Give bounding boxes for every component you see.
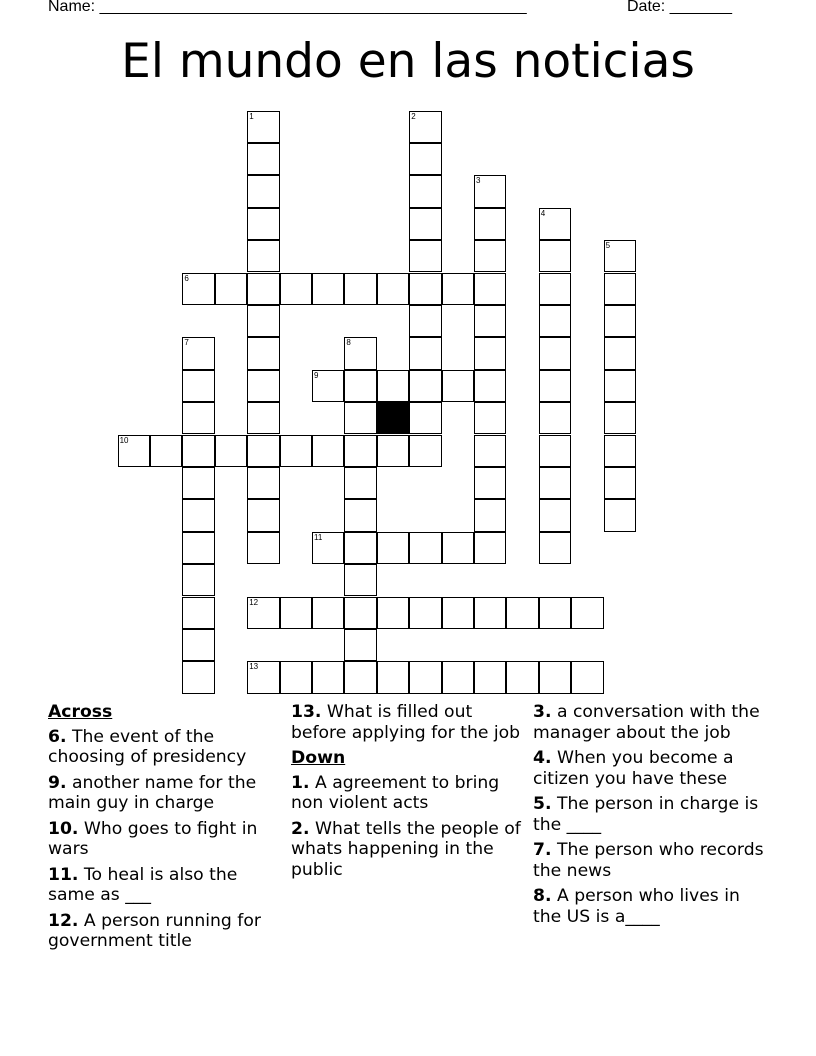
- crossword-cell[interactable]: [182, 629, 214, 661]
- cell-number: 7: [184, 338, 189, 348]
- crossword-cell[interactable]: [409, 597, 441, 629]
- crossword-cell[interactable]: [344, 661, 376, 693]
- clues-column-3: [533, 702, 771, 932]
- crossword-cell[interactable]: [409, 175, 441, 207]
- crossword-cell[interactable]: [506, 661, 538, 693]
- crossword-cell[interactable]: [247, 175, 279, 207]
- crossword-cell[interactable]: [474, 273, 506, 305]
- clue-down-3: 3. a conversation with the manager about the job: [533, 702, 760, 743]
- clue-across-10: 10. Who goes to fight in wars: [48, 818, 258, 859]
- cell-number: 10: [119, 435, 129, 445]
- down-heading: Down: [291, 748, 346, 768]
- crossword-cell[interactable]: [182, 661, 214, 693]
- clue-across-11: 11. To heal is also the same as ___: [48, 864, 238, 905]
- crossword-cell[interactable]: [182, 564, 214, 596]
- crossword-cell[interactable]: [474, 240, 506, 272]
- crossword-cell[interactable]: [344, 435, 376, 467]
- crossword-cell[interactable]: [442, 532, 474, 564]
- crossword-cell[interactable]: [539, 435, 571, 467]
- crossword-cell[interactable]: [377, 597, 409, 629]
- crossword-cell[interactable]: [182, 467, 214, 499]
- crossword-cell[interactable]: [604, 240, 636, 272]
- cell-number: 5: [605, 241, 611, 251]
- crossword-cell[interactable]: [604, 370, 636, 402]
- cell-number: 13: [249, 662, 259, 672]
- crossword-cell[interactable]: [409, 143, 441, 175]
- crossword-cell[interactable]: [182, 532, 214, 564]
- crossword-cell[interactable]: [571, 597, 603, 629]
- date-field-label: Date: _______: [627, 0, 732, 15]
- clue-across-12: 12. A person running for government title: [48, 910, 261, 951]
- crossword-cell[interactable]: [539, 532, 571, 564]
- crossword-cell[interactable]: [604, 402, 636, 434]
- crossword-cell[interactable]: [474, 499, 506, 531]
- crossword-cell[interactable]: [247, 499, 279, 531]
- crossword-cell[interactable]: [182, 499, 214, 531]
- cell-number: 1: [249, 111, 254, 121]
- crossword-cell[interactable]: [409, 305, 441, 337]
- crossword-cell[interactable]: [377, 435, 409, 467]
- crossword-cell[interactable]: [442, 370, 474, 402]
- crossword-cell[interactable]: [312, 273, 344, 305]
- cell-number: 8: [346, 338, 351, 348]
- black-cell: [377, 402, 409, 434]
- crossword-cell[interactable]: [474, 208, 506, 240]
- clue-across-13: 13. What is filled out before applying for the job: [291, 702, 521, 743]
- crossword-cell[interactable]: [182, 402, 214, 434]
- cell-number: 3: [476, 176, 481, 186]
- crossword-cell[interactable]: [474, 337, 506, 369]
- crossword-cell[interactable]: [604, 435, 636, 467]
- crossword-cell[interactable]: [539, 597, 571, 629]
- crossword-cell[interactable]: [182, 273, 214, 305]
- crossword-cell[interactable]: [539, 402, 571, 434]
- crossword-cell[interactable]: [312, 597, 344, 629]
- crossword-cell[interactable]: [409, 111, 441, 143]
- crossword-cell[interactable]: [409, 337, 441, 369]
- crossword-cell[interactable]: [442, 597, 474, 629]
- crossword-cell[interactable]: [215, 435, 247, 467]
- crossword-cell[interactable]: [409, 532, 441, 564]
- crossword-cell[interactable]: [344, 629, 376, 661]
- crossword-cell[interactable]: [182, 597, 214, 629]
- crossword-cell[interactable]: [377, 532, 409, 564]
- crossword-cell[interactable]: [442, 273, 474, 305]
- crossword-cell[interactable]: [344, 337, 376, 369]
- crossword-cell[interactable]: [344, 467, 376, 499]
- crossword-cell[interactable]: [377, 370, 409, 402]
- crossword-cell[interactable]: [539, 273, 571, 305]
- crossword-cell[interactable]: [312, 532, 344, 564]
- crossword-cell[interactable]: [474, 661, 506, 693]
- crossword-cell[interactable]: [344, 597, 376, 629]
- crossword-cell[interactable]: [247, 305, 279, 337]
- crossword-cell[interactable]: [409, 661, 441, 693]
- crossword-cell[interactable]: [409, 273, 441, 305]
- clue-down-7: 7. The person who records the news: [533, 840, 764, 881]
- crossword-cell[interactable]: [409, 240, 441, 272]
- crossword-cell[interactable]: [539, 499, 571, 531]
- crossword-cell[interactable]: [377, 273, 409, 305]
- crossword-cell[interactable]: [571, 661, 603, 693]
- crossword-cell[interactable]: [474, 435, 506, 467]
- crossword-cell[interactable]: [247, 467, 279, 499]
- clues-column-2: [291, 702, 529, 885]
- crossword-cell[interactable]: [604, 337, 636, 369]
- crossword-cell[interactable]: [247, 143, 279, 175]
- crossword-cell[interactable]: [344, 532, 376, 564]
- crossword-cell[interactable]: [344, 564, 376, 596]
- cell-number: 9: [314, 370, 319, 380]
- crossword-cell[interactable]: [312, 661, 344, 693]
- crossword-cell[interactable]: [215, 273, 247, 305]
- cell-number: 6: [184, 273, 189, 283]
- cell-number: 4: [540, 208, 546, 218]
- crossword-cell[interactable]: [344, 370, 376, 402]
- crossword-cell[interactable]: [539, 208, 571, 240]
- crossword-cell[interactable]: [312, 370, 344, 402]
- crossword-cell[interactable]: [474, 305, 506, 337]
- page-title: El mundo en las noticias: [121, 34, 695, 89]
- crossword-cell[interactable]: [506, 597, 538, 629]
- cell-number: 2: [411, 111, 416, 121]
- crossword-cell[interactable]: [474, 532, 506, 564]
- crossword-cell[interactable]: [247, 435, 279, 467]
- crossword-cell[interactable]: [182, 435, 214, 467]
- crossword-cell[interactable]: [247, 402, 279, 434]
- crossword-cell[interactable]: [182, 337, 214, 369]
- clue-down-1: 1. A agreement to bring non violent acts: [291, 772, 500, 813]
- crossword-cell[interactable]: [474, 597, 506, 629]
- crossword-cell[interactable]: [118, 435, 150, 467]
- name-field-label: Name: ________________________________________________: [48, 0, 527, 15]
- clue-down-2: 2. What tells the people of whats happening in the public: [291, 818, 521, 880]
- crossword-cell[interactable]: [150, 435, 182, 467]
- crossword-cell[interactable]: [604, 273, 636, 305]
- crossword-cell[interactable]: [539, 305, 571, 337]
- crossword-cell[interactable]: [280, 273, 312, 305]
- crossword-cell[interactable]: [539, 240, 571, 272]
- crossword-cell[interactable]: [442, 661, 474, 693]
- crossword-cell[interactable]: [539, 337, 571, 369]
- crossword-cell[interactable]: [474, 467, 506, 499]
- clue-down-5: 5. The person in charge is the ____: [533, 794, 759, 835]
- crossword-cell[interactable]: [539, 467, 571, 499]
- crossword-cell[interactable]: [247, 532, 279, 564]
- crossword-cell[interactable]: [409, 208, 441, 240]
- crossword-cell[interactable]: [182, 370, 214, 402]
- crossword-cell[interactable]: [409, 370, 441, 402]
- crossword-cell[interactable]: [312, 435, 344, 467]
- clue-down-8: 8. A person who lives in the US is a____: [533, 886, 740, 927]
- crossword-cell[interactable]: [280, 435, 312, 467]
- clue-across-6: 6. The event of the choosing of presidency: [48, 726, 247, 767]
- crossword-cell[interactable]: [409, 402, 441, 434]
- across-heading: Across: [48, 702, 113, 722]
- crossword-cell[interactable]: [247, 597, 279, 629]
- crossword-cell[interactable]: [247, 337, 279, 369]
- crossword-cell[interactable]: [604, 467, 636, 499]
- crossword-cell[interactable]: [247, 240, 279, 272]
- crossword-cell[interactable]: [247, 370, 279, 402]
- crossword-cell[interactable]: [247, 273, 279, 305]
- crossword-cell[interactable]: [539, 370, 571, 402]
- crossword-cell[interactable]: [344, 273, 376, 305]
- crossword-cell[interactable]: [247, 661, 279, 693]
- crossword-cell[interactable]: [474, 402, 506, 434]
- crossword-cell[interactable]: [539, 661, 571, 693]
- cell-number: 12: [249, 597, 259, 607]
- crossword-cell[interactable]: [247, 111, 279, 143]
- crossword-cell[interactable]: [344, 499, 376, 531]
- crossword-cell[interactable]: [280, 661, 312, 693]
- cell-number: 11: [314, 532, 323, 542]
- clues-column-1: [48, 702, 286, 957]
- clue-across-9: 9. another name for the main guy in charge: [48, 772, 257, 813]
- crossword-cell[interactable]: [377, 661, 409, 693]
- crossword-cell[interactable]: [604, 499, 636, 531]
- crossword-cell[interactable]: [474, 175, 506, 207]
- clue-down-4: 4. When you become a citizen you have these: [533, 748, 734, 789]
- crossword-cell[interactable]: [280, 597, 312, 629]
- crossword-cell[interactable]: [247, 208, 279, 240]
- crossword-cell[interactable]: [604, 305, 636, 337]
- crossword-cell[interactable]: [409, 435, 441, 467]
- crossword-cell[interactable]: [474, 370, 506, 402]
- crossword-cell[interactable]: [344, 402, 376, 434]
